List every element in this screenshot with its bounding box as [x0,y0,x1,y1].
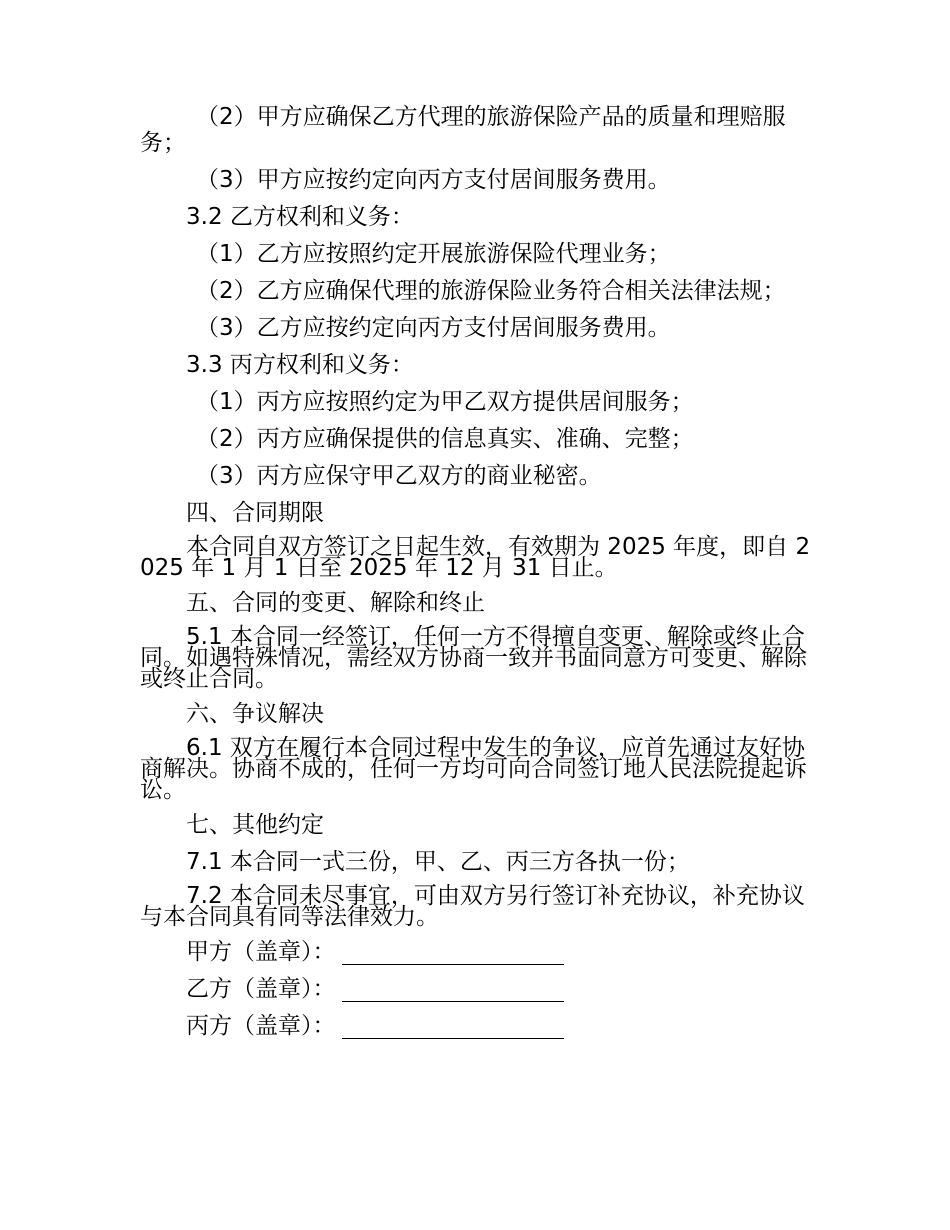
signature-label: 甲方（盖章）： [186,939,336,965]
signature-label: 丙方（盖章）： [186,1013,336,1039]
signature-party-a [186,939,812,965]
signature-label: 乙方（盖章）： [186,976,336,1002]
section-7-heading: 七、其他约定 [186,812,324,838]
paragraph-party-b-obligation-2: （2）乙方应确保代理的旅游保险业务符合相关法律法规； [196,278,786,304]
paragraph-clause-5-1: 5.1 本合同一经签订，任何一方不得擅自变更、解除或终止合同。如遇特殊情况，需经双方协商一致并书面同意方可变更、解除或终止合同。 [140,624,807,692]
paragraph-party-c-obligation-1: （1）丙方应按照约定为甲乙双方提供居间服务； [196,389,694,415]
paragraph-party-a-obligation-2: （2）甲方应确保乙方代理的旅游保险产品的质量和理赔服务； [140,104,786,156]
paragraph-party-a-obligation-3: （3）甲方应按约定向丙方支付居间服务费用。 [196,167,671,193]
paragraph-clause-7-2: 7.2 本合同未尽事宜，可由双方另行签订补充协议，补充协议与本合同具有同等法律效力。 [140,883,805,930]
paragraph-party-c-obligation-2: （2）丙方应确保提供的信息真实、准确、完整； [196,426,694,452]
paragraph-contract-term: 本合同自双方签订之日起生效，有效期为 2025 年度，即自 2025 年 1 月 1 日至 2025 年 12 月 31 日止。 [140,534,811,581]
signature-party-b [186,976,812,1002]
section-6-heading: 六、争议解决 [186,701,324,727]
paragraph-clause-6-1: 6.1 双方在履行本合同过程中发生的争议，应首先通过友好协商解决。协商不成的，任何一方均可向合同签订地人民法院提起诉讼。 [140,735,807,803]
signature-party-c [186,1013,812,1039]
paragraph-party-b-obligation-1: （1）乙方应按照约定开展旅游保险代理业务； [196,241,671,267]
paragraph-clause-7-1: 7.1 本合同一式三份，甲、乙、丙三方各执一份； [186,849,690,875]
signature-line [342,942,564,965]
signature-line [342,1016,564,1039]
document-page [140,104,812,1050]
paragraph-party-c-obligation-3: （3）丙方应保守甲乙双方的商业秘密。 [196,463,602,489]
clause-3-2-heading: 3.2 乙方权利和义务： [186,204,414,230]
paragraph-party-b-obligation-3: （3）乙方应按约定向丙方支付居间服务费用。 [196,315,671,341]
section-5-heading: 五、合同的变更、解除和终止 [186,590,485,616]
clause-3-3-heading: 3.3 丙方权利和义务： [186,352,414,378]
signature-line [342,979,564,1002]
section-4-heading: 四、合同期限 [186,500,324,526]
